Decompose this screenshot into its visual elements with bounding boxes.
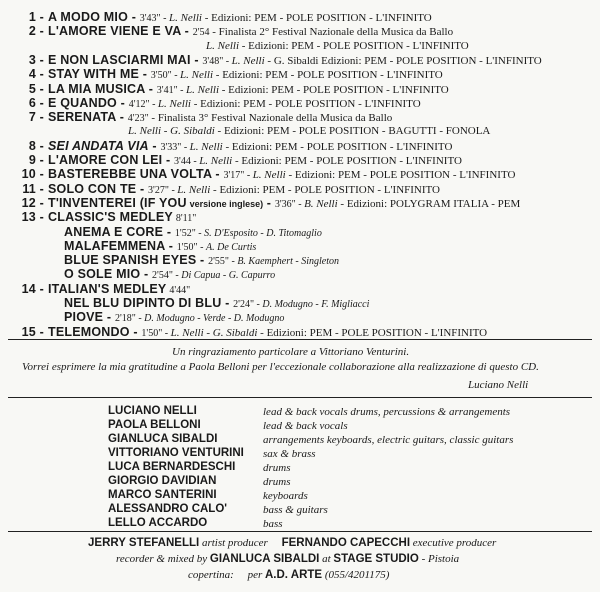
cover-name: A.D. ARTE <box>265 569 323 581</box>
musician-name: LELLO ACCARDO <box>108 517 208 529</box>
musician-name: GIORGIO DAVIDIAN <box>108 475 217 487</box>
artist-producer-role: artist producer <box>201 537 268 549</box>
track-duration: 3'36" <box>274 198 296 210</box>
artist-producer-name: JERRY STEFANELLI <box>88 537 200 549</box>
title-separator: - <box>211 167 224 182</box>
track-title: SEI ANDATA VIA <box>48 138 149 153</box>
recorded-prefix: recorder & mixed by <box>116 553 208 565</box>
track-duration: 8'11" <box>175 213 197 225</box>
musician-role: arrangements keyboards, electric guitars, classic guitars <box>263 434 514 446</box>
track-duration: 3'17" <box>223 170 245 182</box>
track-title: MALAFEMMENA <box>64 238 166 253</box>
track-duration: 2'54 <box>192 27 210 39</box>
duration-separator: - <box>177 84 186 96</box>
track-duration: 4'12" <box>128 98 150 110</box>
track-authors: Di Capua - G. Capurro <box>181 270 276 282</box>
title-separator: - <box>128 10 140 24</box>
duration-separator: - <box>172 270 182 282</box>
track-duration: 3'44 <box>174 156 191 167</box>
track-duration: 2'24" <box>233 299 255 310</box>
track-title: CLASSIC'S MEDLEY <box>48 210 173 225</box>
musician-role: bass & guitars <box>263 504 328 516</box>
producers-line <box>88 537 496 549</box>
track-publisher: - G. Sibaldi Edizioni: PEM - POLE POSITION - L'INFINITO <box>264 54 542 67</box>
track-publisher: - Edizioni: PEM - POLE POSITION - L'INFINITO <box>239 39 469 52</box>
track-authors: L. Nelli - G. Sibaldi <box>128 125 215 138</box>
track-authors: B. Nelli <box>304 197 338 210</box>
track-number: 14 - <box>21 281 44 296</box>
track-authors: A. De Curtis <box>205 241 257 253</box>
duration-separator: - <box>162 327 171 339</box>
track-duration: 1'50" <box>141 327 163 339</box>
track-number: 15 - <box>21 324 44 339</box>
track-number: 5 - <box>28 81 44 96</box>
track-duration: 1'52" <box>174 227 196 239</box>
duration-separator: - <box>223 55 232 67</box>
track-number: 1 - <box>28 10 44 24</box>
cover-phone: (055/4201175) <box>324 569 390 581</box>
title-separator: - <box>139 67 151 82</box>
track-authors: L. Nelli <box>157 97 191 110</box>
track-authors: D. Modugno - Verde - D. Modugno <box>144 313 285 325</box>
duration-separator: - <box>195 227 205 239</box>
musician-name: GIANLUCA SIBALDI <box>108 433 218 445</box>
track-authors: L. Nelli <box>180 69 214 82</box>
track-authors: L. Nelli - G. Sibaldi <box>170 326 258 339</box>
musician-role: sax & brass <box>263 448 316 460</box>
duration-separator: - <box>168 184 178 196</box>
duration-separator: - <box>149 98 158 110</box>
track-number: 4 - <box>28 67 44 82</box>
track-publisher: - Edizioni: PEM - POLE POSITION - L'INFINITO <box>213 69 443 82</box>
track-item-continued <box>128 124 490 138</box>
recorded-at: at <box>322 553 331 565</box>
track-authors: L. Nelli <box>206 39 240 52</box>
divider-middle <box>8 397 592 398</box>
title-separator: - <box>116 110 128 125</box>
track-title: STAY WITH ME <box>48 67 140 82</box>
musician-role: drums <box>263 476 291 488</box>
title-separator: - <box>180 24 193 39</box>
title-separator: - <box>140 267 153 282</box>
title-separator: - <box>221 296 234 310</box>
track-number: 2 - <box>28 24 44 39</box>
divider-top <box>8 339 592 340</box>
duration-separator: - <box>197 241 206 253</box>
musician-role: lead & back vocals <box>263 420 348 432</box>
track-publisher: - Edizioni: POLYGRAM ITALIA - PEM <box>337 197 521 210</box>
title-separator: - <box>136 181 149 196</box>
musician-name: LUCA BERNARDESCHI <box>108 461 236 473</box>
track-publisher: - Edizioni: PEM - POLE POSITION - BAGUTTI - FONOLA <box>214 125 491 138</box>
cover-label: copertina: <box>188 569 234 581</box>
track-title-note: versione inglese) <box>189 198 264 209</box>
track-duration: 3'33" <box>160 141 182 153</box>
track-title: E QUANDO <box>48 95 117 110</box>
track-authors: S. D'Esposito - D. Titomaglio <box>204 227 322 239</box>
duration-separator: - <box>160 13 169 24</box>
track-title: SOLO CON TE <box>48 181 137 196</box>
title-separator: - <box>196 253 209 268</box>
track-title: SERENATA <box>48 110 117 125</box>
track-number: 6 - <box>28 95 44 110</box>
track-publisher: - Edizioni: PEM - POLE POSITION - L'INFINITO <box>232 155 462 167</box>
track-title: BLUE SPANISH EYES <box>64 253 197 268</box>
track-authors: L. Nelli <box>168 12 202 24</box>
track-number: 8 - <box>28 138 44 153</box>
signature: Luciano Nelli <box>468 379 529 391</box>
title-separator: - <box>148 138 161 153</box>
musician-name: ALESSANDRO CALO' <box>108 503 228 515</box>
track-publisher: - Edizioni: PEM - POLE POSITION - L'INFINITO <box>210 183 441 196</box>
track-duration: 2'18" <box>114 313 136 325</box>
cover-line <box>188 569 389 581</box>
title-separator: - <box>129 324 142 339</box>
track-number: 3 - <box>28 52 44 67</box>
track-publisher: - Finalista 2° Festival Nazionale della Musica da Ballo <box>209 26 454 39</box>
duration-separator: - <box>254 299 263 310</box>
track-duration: 4'23" <box>127 113 149 125</box>
musician-name: VITTORIANO VENTURINI <box>108 447 244 459</box>
studio-name: STAGE STUDIO <box>333 553 419 565</box>
track-title: ANEMA E CORE <box>64 224 164 239</box>
track-duration: 3'48" <box>202 55 224 67</box>
musician-role: drums <box>263 462 291 474</box>
track-publisher: - Finalista 3° Festival Nazionale della Musica da Ballo <box>148 112 393 125</box>
track-duration: 1'50" <box>176 241 198 253</box>
divider-bottom <box>8 531 592 532</box>
track-number: 7 - <box>28 110 44 125</box>
duration-separator: - <box>171 70 181 82</box>
musician-name: MARCO SANTERINI <box>108 489 217 501</box>
track-duration: 3'27" <box>148 184 169 196</box>
track-number: 13 - <box>21 210 44 225</box>
track-duration: 2'55" <box>208 256 229 268</box>
exec-producer-name: FERNANDO CAPECCHI <box>281 537 411 549</box>
title-separator: - <box>190 52 203 67</box>
track-duration: 3'41" <box>156 84 178 96</box>
duration-separator: - <box>190 156 200 167</box>
track-publisher: - Edizioni: PEM - POLE POSITION - L'INFINITO <box>285 169 516 182</box>
track-number: 11 - <box>22 181 44 196</box>
track-title: A MODO MIO <box>48 10 129 24</box>
duration-separator: - <box>244 170 253 182</box>
duration-separator: - <box>228 256 238 268</box>
track-title: O SOLE MIO <box>64 267 141 282</box>
duration-separator: - <box>295 198 305 210</box>
musician-role: keyboards <box>263 490 308 502</box>
track-duration: 3'50" <box>150 70 172 82</box>
track-duration: 2'54" <box>152 270 173 282</box>
track-title: T'INVENTEREI (IF YOU <box>48 195 187 210</box>
track-number: 12 - <box>21 195 44 210</box>
track-title: BASTEREBBE UNA VOLTA <box>48 167 212 182</box>
track-authors: L. Nelli <box>199 155 233 167</box>
track-publisher: - Edizioni: PEM - POLE POSITION - L'INFINITO <box>222 140 453 153</box>
track-title: E NON LASCIARMI MAI <box>48 52 191 67</box>
track-authors: D. Modugno - F. Migliacci <box>262 299 370 310</box>
track-item-continued <box>206 39 469 53</box>
exec-producer-role: executive producer <box>412 537 497 549</box>
thanks-line-1: Un ringraziamento particolare a Vittoriano Venturini. <box>172 346 410 358</box>
recorded-name: GIANLUCA SIBALDI <box>209 553 320 565</box>
title-separator: - <box>162 153 175 167</box>
track-authors: L. Nelli <box>252 169 286 182</box>
duration-separator: - <box>135 313 145 325</box>
track-publisher: - Edizioni: PEM - POLE POSITION - L'INFINITO <box>257 326 488 339</box>
track-duration: 3'43" <box>139 13 161 24</box>
track-number: 10 - <box>21 167 44 182</box>
musician-role: bass <box>263 518 283 530</box>
track-publisher: - Edizioni: PEM - POLE POSITION - L'INFINITO <box>190 97 421 110</box>
title-separator: - <box>163 224 175 239</box>
track-duration: 4'44" <box>169 284 191 296</box>
title-separator: - <box>116 95 129 110</box>
track-authors: L. Nelli <box>177 183 211 196</box>
musician-role: lead & back vocals drums, percussions & arrangements <box>263 406 511 418</box>
cover-per: per <box>247 569 263 581</box>
track-publisher: - Edizioni: PEM - POLE POSITION - L'INFINITO <box>219 83 449 96</box>
track-title: NEL BLU DIPINTO DI BLU <box>64 296 222 310</box>
recording-line <box>116 553 459 565</box>
track-number: 9 - <box>28 153 44 167</box>
track-authors: B. Kaemphert - Singleton <box>237 256 339 268</box>
musician-name: PAOLA BELLONI <box>108 419 201 431</box>
track-title: PIOVE <box>64 310 104 325</box>
track-publisher: - Edizioni: PEM - POLE POSITION - L'INFINITO <box>201 12 432 24</box>
studio-city: - Pistoia <box>421 553 460 565</box>
title-separator: - <box>103 310 115 325</box>
track-authors: L. Nelli <box>231 54 265 67</box>
track-title: LA MIA MUSICA <box>48 81 146 96</box>
title-separator: - <box>263 195 275 210</box>
track-title: L'AMORE CON LEI <box>48 153 163 167</box>
thanks-line-2: Vorrei esprimere la mia gratitudine a Paola Belloni per l'eccezionale collaborazione alla realizzazione di questo CD. <box>22 361 539 373</box>
title-separator: - <box>165 238 177 253</box>
track-authors: L. Nelli <box>186 83 220 96</box>
track-authors: L. Nelli <box>189 140 223 153</box>
track-title: TELEMONDO <box>48 324 130 339</box>
duration-separator: - <box>181 141 190 153</box>
track-title: ITALIAN'S MEDLEY <box>48 281 167 296</box>
track-title: L'AMORE VIENE E VA <box>48 24 181 39</box>
title-separator: - <box>145 81 157 96</box>
musician-name: LUCIANO NELLI <box>108 405 197 417</box>
